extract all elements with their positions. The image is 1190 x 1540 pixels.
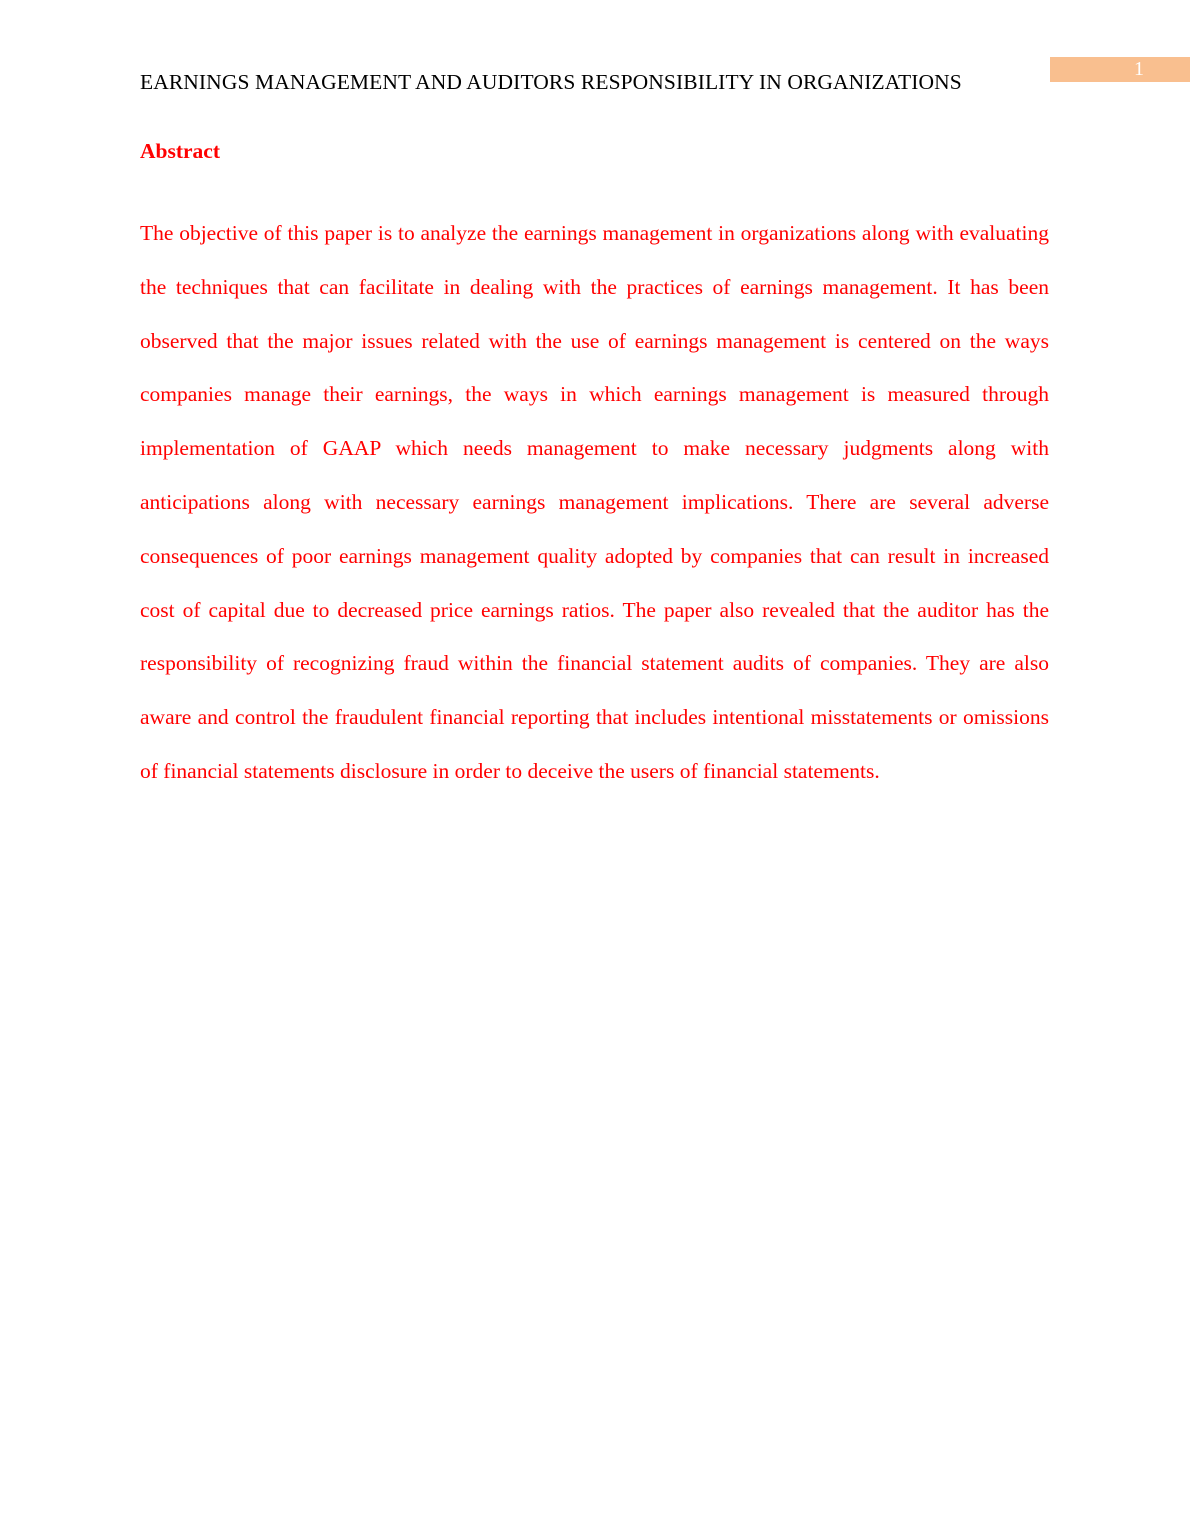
page-number-box	[1050, 57, 1190, 82]
page-number: 1	[1134, 58, 1144, 80]
abstract-heading: Abstract	[140, 139, 221, 163]
running-head-title: EARNINGS MANAGEMENT AND AUDITORS RESPONSIBILITY IN ORGANIZATIONS	[140, 70, 962, 94]
abstract-body: The objective of this paper is to analyze the earnings management in organizations along with evaluating the techniques that can facilitate in dealing with the practices of earnings management. It has been observed that the major issues related with the use of earnings management is centered on the ways companies manage their earnings, the ways in which earnings management is measured through implementation of GAAP which needs management to make necessary judgments along with anticipations along with necessary earnings management implications. There are several adverse consequences of poor earnings management quality adopted by companies that can result in increased cost of capital due to decreased price earnings ratios. The paper also revealed that the auditor has the responsibility of recognizing fraud within the financial statement audits of companies. They are also aware and control the fraudulent financial reporting that includes intentional misstatements or omissions of financial statements disclosure in order to deceive the users of financial statements.	[140, 221, 1049, 783]
